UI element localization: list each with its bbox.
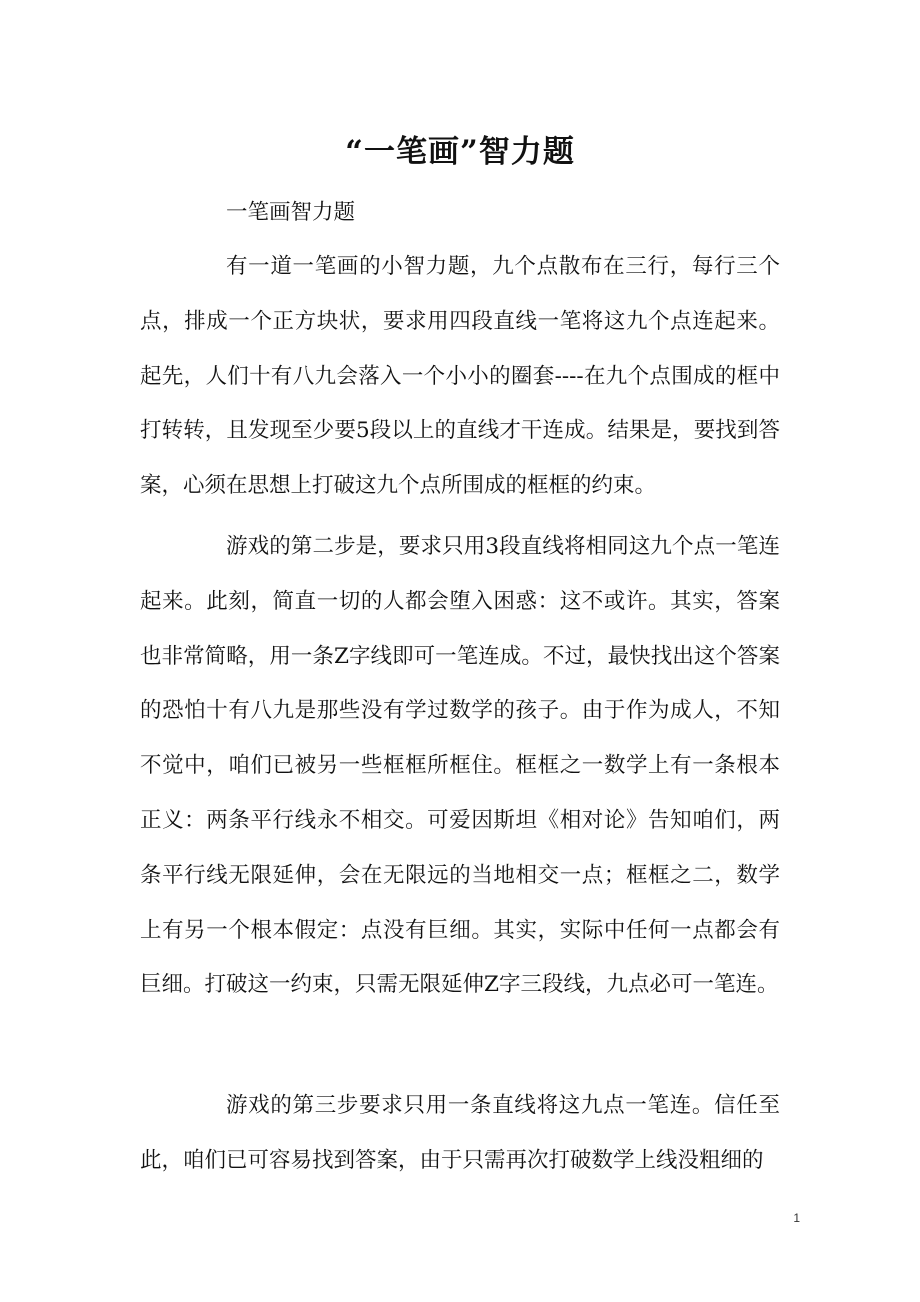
subtitle-paragraph: 一笔画智力题 <box>226 200 356 225</box>
body-paragraph-2: 游戏的第二步是，要求只用3段直线将相同这九个点一笔连起来。此刻，简直一切的人都会堕入困惑：这不或许。其实，答案也非常简略，用一条Z字线即可一笔连成。不过，最快找出这个答案的恐怕十有八九是那些没有学过数学的孩子。由于作为成人，不知不觉中，咱们已被另一些框框所框住。框框之一数学上有一条根本正义：两条平行线永不相交。可爱因斯坦《相对论》告知咱们，两条平行线无限延伸，会在无限远的当地相交一点；框框之二，数学上有另一个根本假定：点没有巨细。其实，实际中任何一点都会有巨细。打破这一约束，只需无限延伸Z字三段线，九点必可一笔连。 <box>140 534 780 998</box>
page-number: 1 <box>793 1211 800 1225</box>
document-title: “一笔画”智力题 <box>345 133 575 170</box>
body-paragraph-1: 有一道一笔画的小智力题，九个点散布在三行，每行三个点，排成一个正方块状，要求用四段直线一笔将这九个点连起来。起先，人们十有八九会落入一个小小的圈套----在九个点围成的框中打转转，且发现至少要5段以上的直线才干连成。结果是，要找到答案，心须在思想上打破这九个点所围成的框框的约束。 <box>140 254 780 499</box>
body-paragraph-3: 游戏的第三步要求只用一条直线将这九点一笔连。信任至此，咱们已可容易找到答案，由于只需再次打破数学上线没粗细的 <box>140 1093 780 1173</box>
